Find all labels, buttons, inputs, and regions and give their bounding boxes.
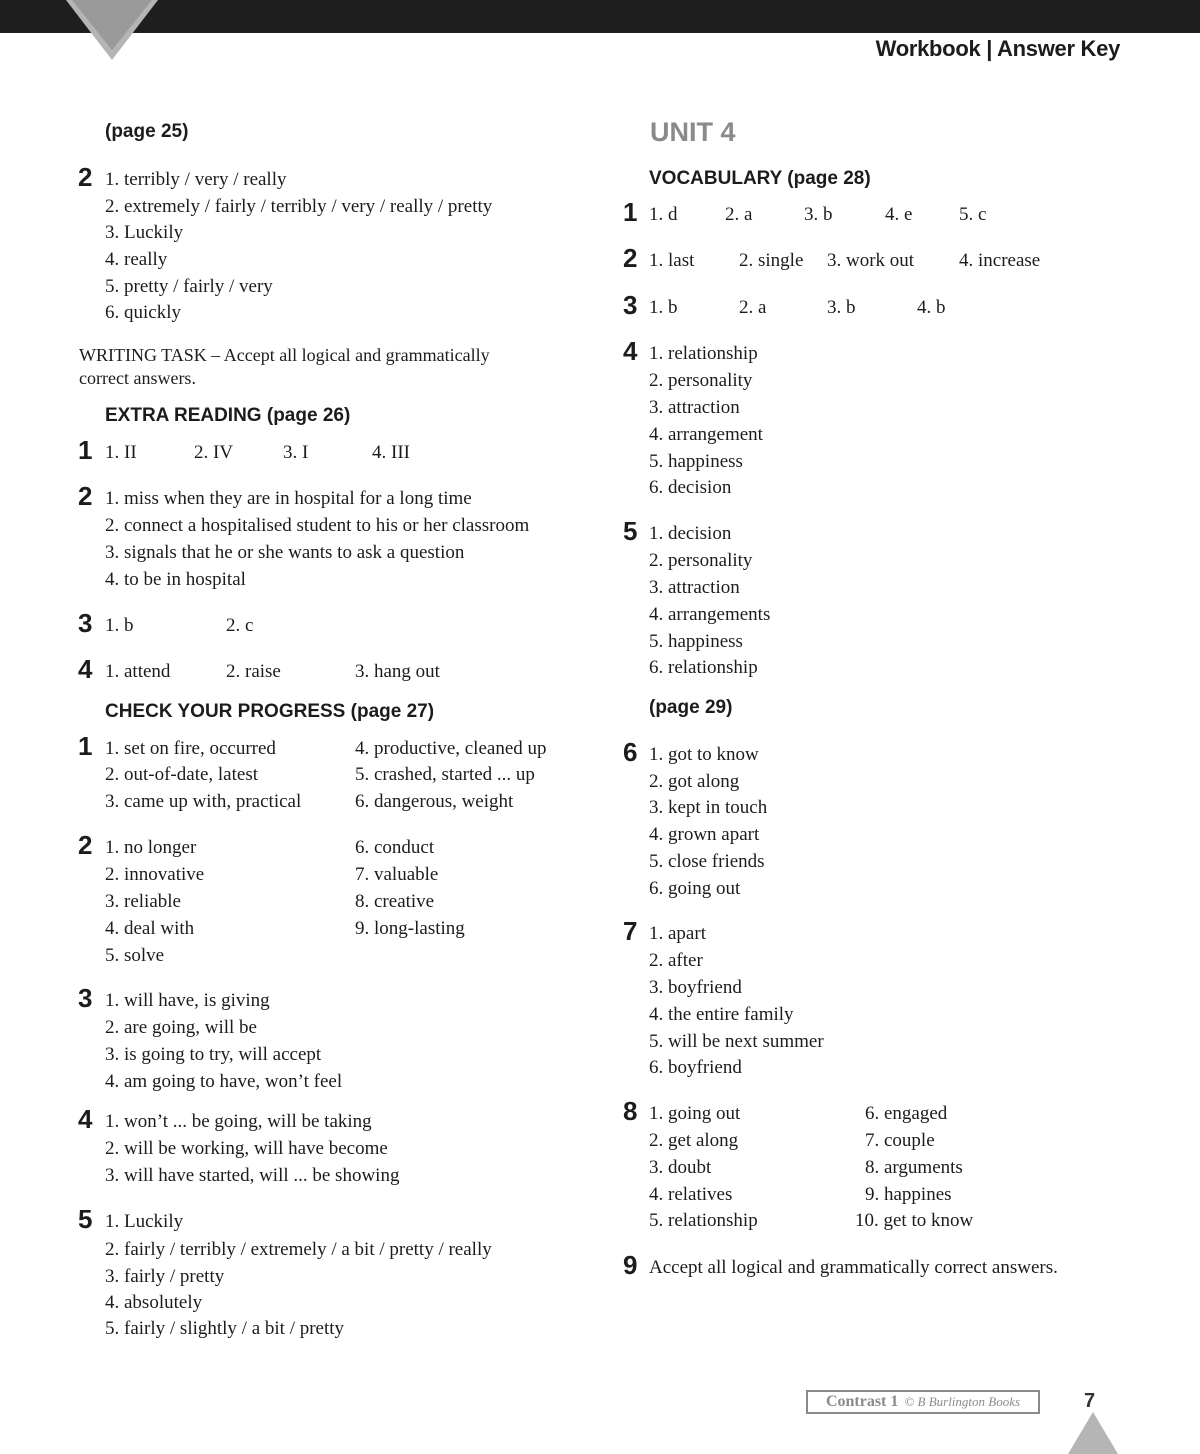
answer-line: 3. kept in touch — [649, 797, 768, 818]
page-number: 7 — [1084, 1390, 1096, 1412]
unit-title: UNIT 4 — [650, 117, 736, 147]
answer-item: 5. c — [959, 204, 987, 225]
answer-item: 1. d — [649, 204, 678, 225]
answer-line: 1. Luckily — [105, 1211, 184, 1232]
page29-heading: (page 29) — [649, 697, 733, 718]
question-number: 4 — [78, 1104, 93, 1134]
answer-item: 2. a — [725, 204, 753, 225]
answer-line: Accept all logical and grammatically correct answers. — [649, 1257, 1058, 1278]
answer-line: 1. terribly / very / really — [105, 169, 287, 190]
answer-line: 3. boyfriend — [649, 977, 742, 998]
header-title: Workbook | Answer Key — [875, 36, 1120, 61]
question-number: 5 — [78, 1204, 93, 1234]
answer-line: 4. am going to have, won’t feel — [105, 1071, 343, 1092]
question-number: 8 — [623, 1096, 638, 1126]
answer-item: 4. e — [885, 204, 913, 225]
answer-line: 1. going out — [649, 1103, 741, 1124]
answer-line: 1. got to know — [649, 744, 759, 765]
answer-line: 2. innovative — [105, 864, 205, 885]
answer-item: 3. hang out — [355, 661, 440, 682]
question-number: 3 — [78, 983, 93, 1013]
answer-item: 2. c — [226, 615, 254, 636]
answer-item: 4. increase — [959, 250, 1041, 271]
question-number: 2 — [78, 481, 93, 511]
answer-item: 3. b — [804, 204, 833, 225]
answer-line: 4. relatives — [649, 1184, 733, 1205]
answer-line: 3. is going to try, will accept — [105, 1044, 322, 1065]
answer-line: 4. grown apart — [649, 824, 760, 845]
question-number: 1 — [78, 435, 93, 465]
answer-line: 4. productive, cleaned up — [355, 738, 547, 759]
answer-line: 1. decision — [649, 523, 732, 544]
answer-line: 2. fairly / terribly / extremely / a bit / pretty / really — [105, 1239, 492, 1260]
answer-item: 2. single — [739, 250, 804, 271]
answer-line: 1. miss when they are in hospital for a long time — [105, 488, 472, 509]
answer-line: 5. will be next summer — [649, 1031, 824, 1052]
answer-item: 3. b — [827, 297, 856, 318]
answer-line: 1. apart — [649, 923, 706, 944]
question-number: 2 — [78, 162, 93, 192]
answer-line: 7. valuable — [355, 864, 439, 885]
answer-line: 5. happiness — [649, 451, 743, 472]
question-number: 4 — [78, 654, 93, 684]
answer-line: 4. really — [105, 249, 168, 270]
answer-line: 5. crashed, started ... up — [355, 764, 535, 785]
answer-line: 6. relationship — [649, 657, 758, 678]
answer-line: 3. attraction — [649, 577, 740, 598]
answer-line: 1. relationship — [649, 343, 758, 364]
answer-line: 3. fairly / pretty — [105, 1266, 225, 1287]
question-number: 4 — [623, 336, 638, 366]
answer-line: 6. conduct — [355, 837, 435, 858]
answer-line: 2. will be working, will have become — [105, 1138, 388, 1159]
answer-line: 1. will have, is giving — [105, 990, 270, 1011]
check-progress-heading: CHECK YOUR PROGRESS (page 27) — [105, 701, 435, 722]
answer-line: 5. fairly / slightly / a bit / pretty — [105, 1318, 345, 1339]
answer-line: 2. after — [649, 950, 703, 971]
answer-line: 5. relationship — [649, 1210, 758, 1231]
answer-line: 1. set on fire, occurred — [105, 738, 276, 759]
answer-item: 2. IV — [194, 442, 234, 463]
page25-heading: (page 25) — [105, 121, 189, 142]
answer-line: 3. Luckily — [105, 222, 184, 243]
answer-item: 2. raise — [226, 661, 281, 682]
answer-line: 5. pretty / fairly / very — [105, 276, 273, 297]
answer-line: 4. arrangements — [649, 604, 771, 625]
answer-line: 5. solve — [105, 945, 165, 966]
answer-line: 6. boyfriend — [649, 1057, 742, 1078]
vocabulary-heading: VOCABULARY (page 28) — [649, 168, 871, 189]
header-triangle-icon — [64, 0, 160, 62]
answer-line: 2. out-of-date, latest — [105, 764, 259, 785]
footer-triangle-icon — [1068, 1412, 1118, 1454]
answer-line: 9. long-lasting — [355, 918, 465, 939]
answer-line: 2. connect a hospitalised student to his or her classroom — [105, 515, 530, 536]
writing-task: WRITING TASK – Accept all logical and grammatically correct answers. — [79, 345, 490, 388]
answer-item: 1. b — [105, 615, 134, 636]
question-number: 2 — [78, 830, 93, 860]
answer-item: 1. b — [649, 297, 678, 318]
answer-line: 3. signals that he or she wants to ask a question — [105, 542, 465, 563]
answer-line: 2. are going, will be — [105, 1017, 257, 1038]
answer-line: 3. attraction — [649, 397, 740, 418]
answer-item: 4. b — [917, 297, 946, 318]
answer-line: 6. engaged — [865, 1103, 948, 1124]
answer-line: 7. couple — [865, 1130, 935, 1151]
answer-line: 2. personality — [649, 550, 753, 571]
answer-line: 5. close friends — [649, 851, 765, 872]
answer-line: 10. get to know — [855, 1210, 974, 1231]
answer-line: 8. creative — [355, 891, 435, 912]
answer-item: 3. work out — [827, 250, 915, 271]
answer-line: 6. decision — [649, 477, 732, 498]
answer-item: 1. II — [105, 442, 137, 463]
question-number: 2 — [623, 243, 638, 273]
answer-line: 2. got along — [649, 771, 740, 792]
question-number: 1 — [78, 731, 93, 761]
footer-brand: Contrast 1 — [825, 1393, 899, 1410]
answer-line: 2. extremely / fairly / terribly / very / really / pretty — [105, 196, 493, 217]
question-number: 1 — [623, 197, 638, 227]
answer-line: 3. reliable — [105, 891, 181, 912]
answer-line: 4. the entire family — [649, 1004, 794, 1025]
extra-reading-heading: EXTRA READING (page 26) — [105, 405, 351, 426]
top-bar — [0, 0, 1200, 33]
answer-line: 1. won’t ... be going, will be taking — [105, 1111, 372, 1132]
answer-line: 2. get along — [649, 1130, 739, 1151]
answer-line: 6. quickly — [105, 302, 181, 323]
footer-copyright: © B Burlington Books — [904, 1394, 1021, 1409]
answer-line: 4. arrangement — [649, 424, 763, 445]
question-number: 3 — [78, 608, 93, 638]
answer-item: 1. last — [649, 250, 695, 271]
answer-item: 1. attend — [105, 661, 171, 682]
answer-line: 5. happiness — [649, 631, 743, 652]
answer-item: 2. a — [739, 297, 767, 318]
answer-line: 9. happines — [865, 1184, 952, 1205]
answer-item: 3. I — [283, 442, 309, 463]
question-number: 7 — [623, 916, 638, 946]
answer-line: 4. absolutely — [105, 1292, 203, 1313]
answer-line: 3. doubt — [649, 1157, 712, 1178]
answer-line: 4. to be in hospital — [105, 569, 246, 590]
question-number: 5 — [623, 516, 638, 546]
question-number: 6 — [623, 737, 638, 767]
answer-line: 1. no longer — [105, 837, 197, 858]
answer-line: 3. will have started, will ... be showing — [105, 1165, 400, 1186]
answer-line: 4. deal with — [105, 918, 195, 939]
answer-line: 3. came up with, practical — [105, 791, 302, 812]
question-number: 9 — [623, 1250, 638, 1280]
question-number: 3 — [623, 290, 638, 320]
answer-line: 6. dangerous, weight — [355, 791, 514, 812]
footer-brand-box — [806, 1390, 1040, 1414]
answer-line: 6. going out — [649, 878, 741, 899]
answer-line: 8. arguments — [865, 1157, 963, 1178]
answer-line: 2. personality — [649, 370, 753, 391]
answer-item: 4. III — [372, 442, 410, 463]
